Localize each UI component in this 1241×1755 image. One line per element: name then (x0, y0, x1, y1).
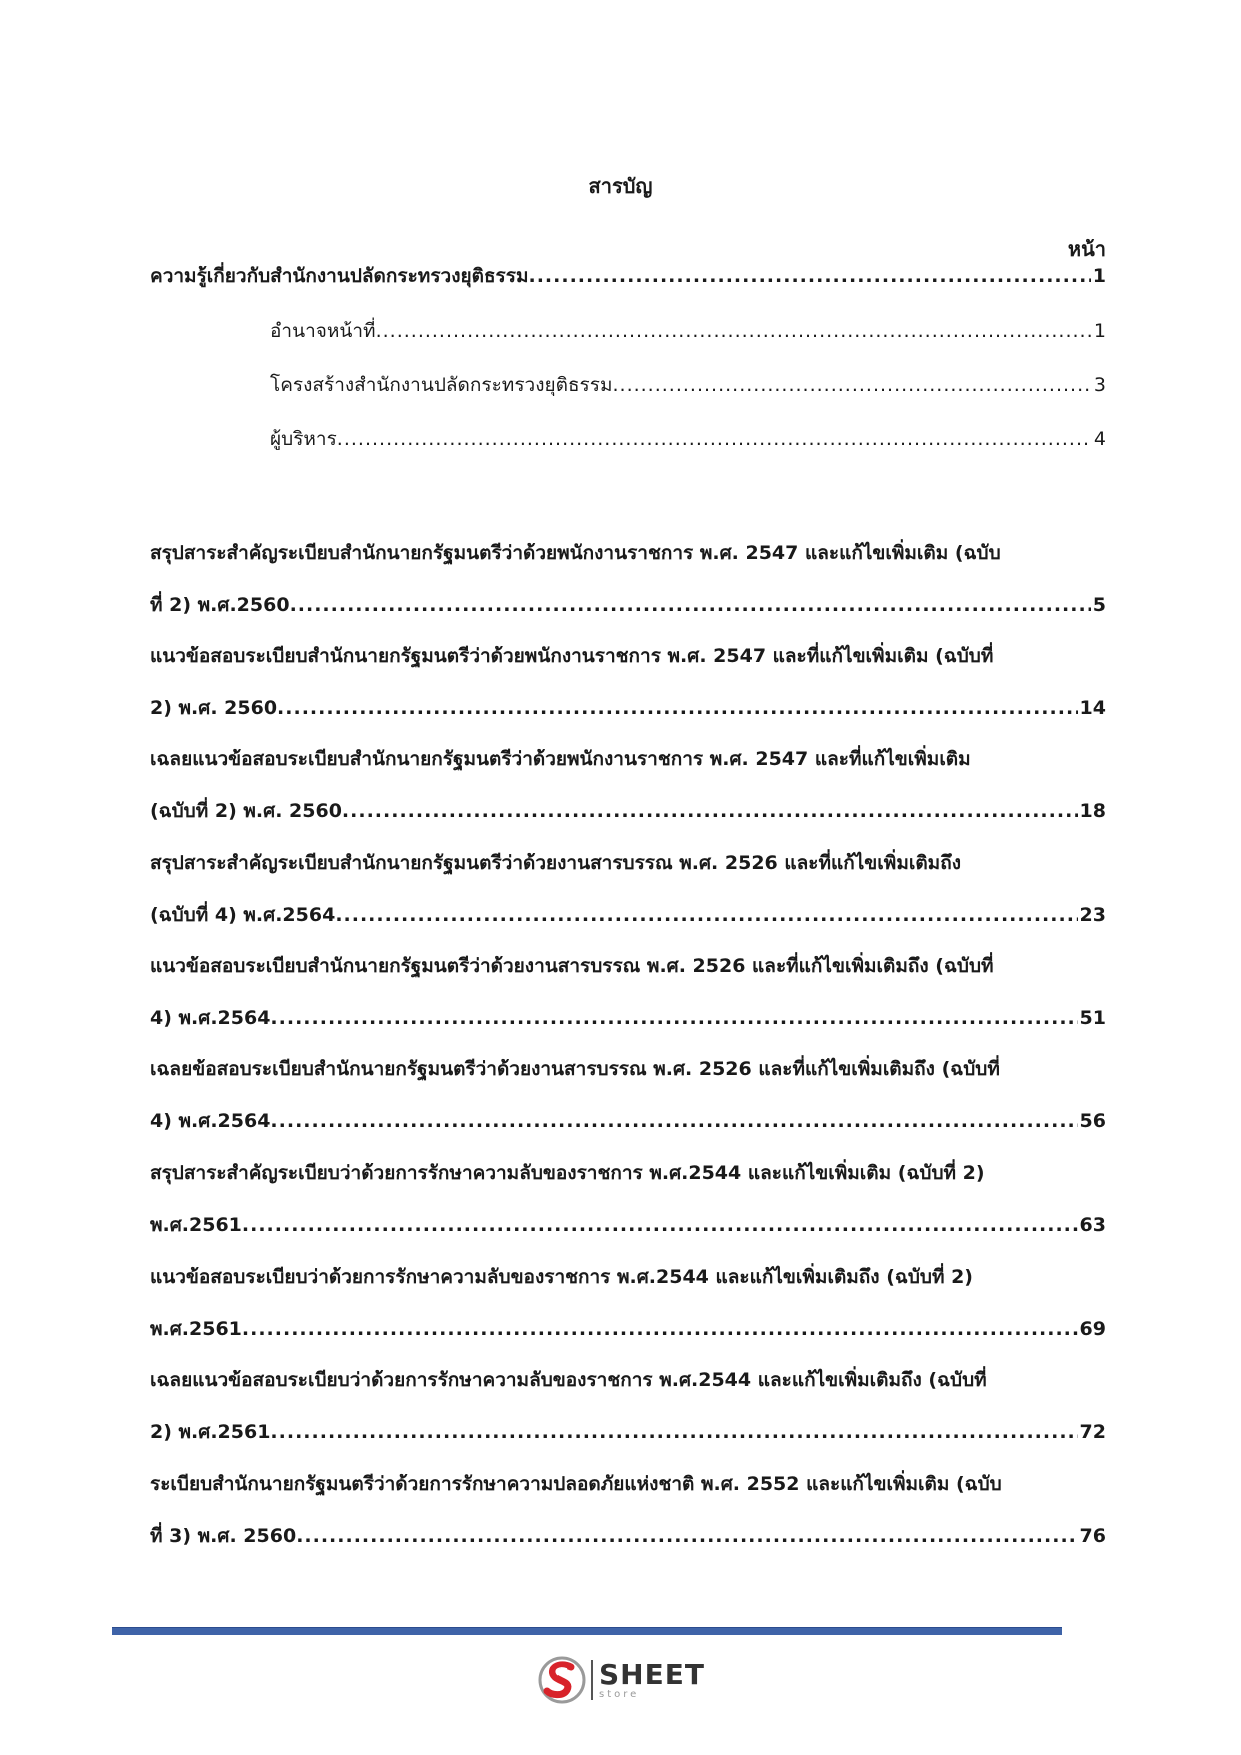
toc-entry[interactable] (150, 630, 1106, 734)
toc-entry-leader-line (150, 1406, 1106, 1458)
logo-separator (591, 1660, 593, 1700)
toc-entry-text: อำนาจหน้าที่ (270, 320, 376, 342)
toc-entry-title-line: แนวข้อสอบระเบียบสำนักนายกรัฐมนตรีว่าด้วยงานสารบรรณ พ.ศ. 2526 และที่แก้ไขเพิ่มเติมถึง (ฉบับที่ (150, 955, 994, 977)
toc-entry[interactable] (150, 1354, 1106, 1458)
toc-entry-text: 4) พ.ศ.2564 (150, 1110, 271, 1132)
logo-wordmark (599, 1657, 705, 1700)
toc-entry-text: ความรู้เกี่ยวกับสำนักงานปลัดกระทรวงยุติธรรม (150, 265, 529, 287)
dot-leader (242, 1303, 1078, 1355)
toc-entry-leader-line (150, 682, 1106, 734)
toc-entry-title-line: แนวข้อสอบระเบียบสำนักนายกรัฐมนตรีว่าด้วยพนักงานราชการ พ.ศ. 2547 และที่แก้ไขเพิ่มเติม (ฉบับที่ (150, 645, 994, 667)
dot-leader (528, 250, 1090, 302)
toc-subentry[interactable] (270, 359, 1106, 411)
toc-entry-page: 14 (1079, 697, 1106, 719)
toc-entry-text: (ฉบับที่ 4) พ.ศ.2564 (150, 904, 336, 926)
toc-entry-text: (ฉบับที่ 2) พ.ศ. 2560 (150, 800, 342, 822)
toc-entry-leader-line (150, 1199, 1106, 1251)
dot-leader (277, 682, 1078, 734)
toc-entry-title-line: ระเบียบสำนักนายกรัฐมนตรีว่าด้วยการรักษาความปลอดภัยแห่งชาติ พ.ศ. 2552 และแก้ไขเพิ่มเติม (ฉบับ (150, 1473, 1002, 1495)
toc-entry[interactable] (150, 940, 1106, 1044)
toc-entry-page: 1 (1093, 320, 1106, 342)
toc-entry-leader-line (270, 359, 1106, 411)
dot-leader (335, 889, 1077, 941)
toc-entry-leader-line (150, 785, 1106, 837)
toc-subentry[interactable] (270, 413, 1106, 465)
toc-entry[interactable] (150, 1458, 1106, 1562)
toc-title: สารบัญ (588, 174, 653, 198)
toc-entry-title-line: เฉลยข้อสอบระเบียบสำนักนายกรัฐมนตรีว่าด้วยงานสารบรรณ พ.ศ. 2526 และที่แก้ไขเพิ่มเติมถึง (ฉบับที่ (150, 1058, 1000, 1080)
toc-entry-text: ที่ 2) พ.ศ.2560 (150, 594, 290, 616)
toc-entry-leader-line (150, 1095, 1106, 1147)
dot-leader (270, 1095, 1077, 1147)
toc-entry-text: ที่ 3) พ.ศ. 2560 (150, 1525, 297, 1547)
dot-leader (242, 1199, 1078, 1251)
toc-entry-title-line: เฉลยแนวข้อสอบระเบียบสำนักนายกรัฐมนตรีว่าด้วยพนักงานราชการ พ.ศ. 2547 และที่แก้ไขเพิ่มเติม (150, 748, 971, 770)
toc-entry-page: 5 (1092, 594, 1106, 616)
toc-entry[interactable] (150, 1043, 1106, 1147)
toc-entry-leader-line (150, 1303, 1106, 1355)
dot-leader (337, 413, 1092, 465)
dot-leader (376, 305, 1092, 357)
toc-subentry[interactable] (270, 305, 1106, 357)
toc-entry-text: 2) พ.ศ. 2560 (150, 697, 278, 719)
toc-entry-page: 56 (1079, 1110, 1106, 1132)
toc-entry-text: 4) พ.ศ.2564 (150, 1007, 271, 1029)
toc-entry-page: 23 (1079, 904, 1106, 926)
sheet-store-logo (537, 1654, 707, 1706)
toc-entry-page: 3 (1093, 374, 1106, 396)
toc-entry-page: 4 (1093, 428, 1106, 450)
toc-entry-leader-line (150, 889, 1106, 941)
dot-leader (290, 579, 1091, 631)
page-column-header: หน้า (1067, 237, 1106, 261)
toc-entry-page: 51 (1079, 1007, 1106, 1029)
toc-entry-text: พ.ศ.2561 (150, 1318, 242, 1340)
logo-subtext: store (599, 1688, 640, 1700)
toc-entry-page: 63 (1079, 1214, 1106, 1236)
toc-entry-leader-line (270, 305, 1106, 357)
dot-leader (342, 785, 1078, 837)
toc-entry-text: โครงสร้างสำนักงานปลัดกระทรวงยุติธรรม (270, 374, 613, 396)
logo-text: SHEET (599, 1657, 705, 1691)
toc-entry-title-line: แนวข้อสอบระเบียบว่าด้วยการรักษาความลับของราชการ พ.ศ.2544 และแก้ไขเพิ่มเติมถึง (ฉบับที่ 2) (150, 1266, 973, 1288)
toc-entry-title-line: สรุปสาระสำคัญระเบียบสำนักนายกรัฐมนตรีว่าด้วยพนักงานราชการ พ.ศ. 2547 และแก้ไขเพิ่มเติม (ฉบับ (150, 542, 1001, 564)
toc-entry-leader-line (150, 1510, 1106, 1562)
toc-entry-leader-line (150, 250, 1106, 302)
toc-entry-text: 2) พ.ศ.2561 (150, 1421, 271, 1443)
toc-entry-leader-line (270, 413, 1106, 465)
toc-entry[interactable] (150, 1147, 1106, 1251)
dot-leader (270, 1406, 1077, 1458)
toc-entry-leader-line (150, 992, 1106, 1044)
toc-entry-page: 69 (1079, 1318, 1106, 1340)
toc-entry[interactable] (150, 837, 1106, 941)
toc-entry-title-line: สรุปสาระสำคัญระเบียบสำนักนายกรัฐมนตรีว่าด้วยงานสารบรรณ พ.ศ. 2526 และที่แก้ไขเพิ่มเติมถึง (150, 852, 961, 874)
toc-entry-title-line: สรุปสาระสำคัญระเบียบว่าด้วยการรักษาความลับของราชการ พ.ศ.2544 และแก้ไขเพิ่มเติม (ฉบับที่ 2) (150, 1162, 985, 1184)
toc-entry[interactable] (150, 1251, 1106, 1355)
toc-entry-text: พ.ศ.2561 (150, 1214, 242, 1236)
toc-entry[interactable] (150, 527, 1106, 631)
footer-rule (112, 1627, 1062, 1635)
toc-entry-page: 72 (1079, 1421, 1106, 1443)
toc-entry-text: ผู้บริหาร (270, 428, 337, 450)
toc-entry-page: 18 (1079, 800, 1106, 822)
toc-entry-page: 1 (1092, 265, 1106, 287)
toc-entry[interactable] (150, 250, 1106, 302)
sheet-store-logo-icon (537, 1655, 587, 1705)
dot-leader (270, 992, 1077, 1044)
toc-entry-leader-line (150, 579, 1106, 631)
toc-entry-page: 76 (1079, 1525, 1106, 1547)
dot-leader (612, 359, 1091, 411)
toc-entry-title-line: เฉลยแนวข้อสอบระเบียบว่าด้วยการรักษาความลับของราชการ พ.ศ.2544 และแก้ไขเพิ่มเติมถึง (ฉบับที่ (150, 1369, 987, 1391)
dot-leader (296, 1510, 1077, 1562)
toc-entry[interactable] (150, 733, 1106, 837)
